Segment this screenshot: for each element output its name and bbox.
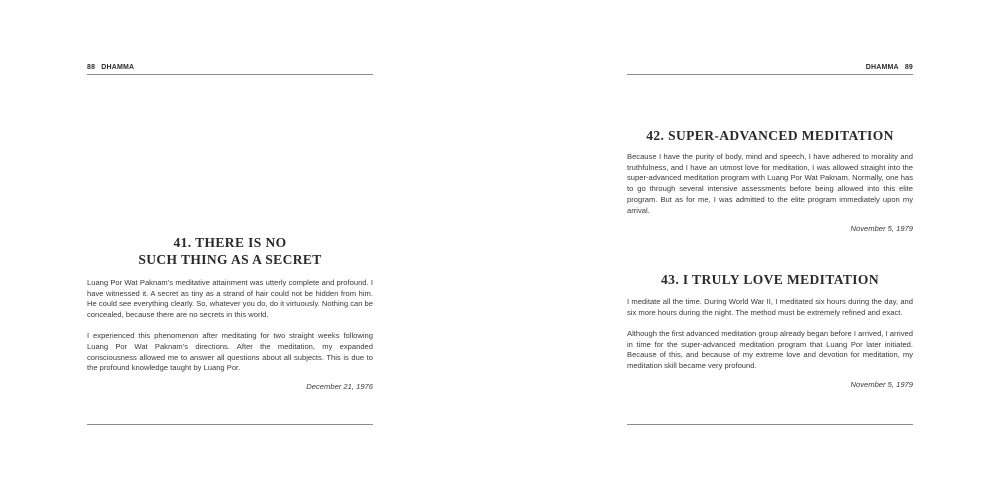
left-running-head [87, 63, 373, 75]
left-page [87, 0, 373, 500]
section-43 [627, 271, 913, 389]
right-footer-rule [627, 424, 913, 425]
section-42-title: 42. SUPER-ADVANCED MEDITATION [646, 128, 894, 143]
right-running-head [627, 63, 913, 75]
section-43-title: 43. I TRULY LOVE MEDITATION [661, 272, 879, 287]
section-42-paragraph-1: Because I have the purity of body, mind and speech, I have adhered to morality and truthfulness, and I have an utmost love for meditation, I was allowed straight into the super-advanced meditation program with Luang Por Wat Paknam. Normally, one has to go through several intensive assessments before being allowed into this elite program. But as for me, I was admitted to the elite program immediately upon my arrival. [627, 152, 913, 215]
left-footer-rule [87, 424, 373, 425]
section-43-date: November 5, 1979 [850, 379, 913, 389]
left-running-head-title: DHAMMA [101, 64, 135, 71]
section-41-paragraph-2: I experienced this phenomenon after meditating for two straight weeks following Luang Por Wat Paknam’s directions. After the meditation, my expanded consciousness allowed me to answer all questions about all subjects. This is due to the profound knowledge taught by Luang Por. [87, 331, 373, 373]
right-running-head-title: DHAMMA [865, 64, 899, 71]
section-41-date: December 21, 1976 [306, 382, 373, 392]
section-41-title-line2: SUCH THING AS A SECRET [138, 252, 322, 267]
section-41-title [87, 234, 373, 268]
section-41-title-line1: 41. THERE IS NO [173, 235, 287, 250]
section-42-date: November 5, 1979 [850, 224, 913, 234]
left-page-number: 88 [87, 64, 96, 71]
section-41-paragraph-1: Luang Por Wat Paknam’s meditative attainment was utterly complete and profound. I have witnessed it. A secret as tiny as a strand of hair could not be hidden from him. He could see everything clearly. So, whatever you do, do it virtuously. Nothing can be concealed, because there are no secrets in this world. [87, 278, 373, 320]
right-page [627, 0, 913, 500]
section-42 [627, 127, 913, 233]
right-page-number: 89 [904, 64, 913, 71]
section-43-paragraph-1: I meditate all the time. During World War II, I meditated six hours during the day, and six more hours during the night. The method must be extremely refined and exact. [627, 297, 913, 317]
section-41 [87, 234, 373, 391]
section-43-paragraph-2: Although the first advanced meditation group already began before I arrived, I arrived in time for the super-advanced meditation program that Luang Por later initiated. Because of this, and because of my extreme love and devotion for meditation, my meditation skill became very profound. [627, 328, 913, 371]
